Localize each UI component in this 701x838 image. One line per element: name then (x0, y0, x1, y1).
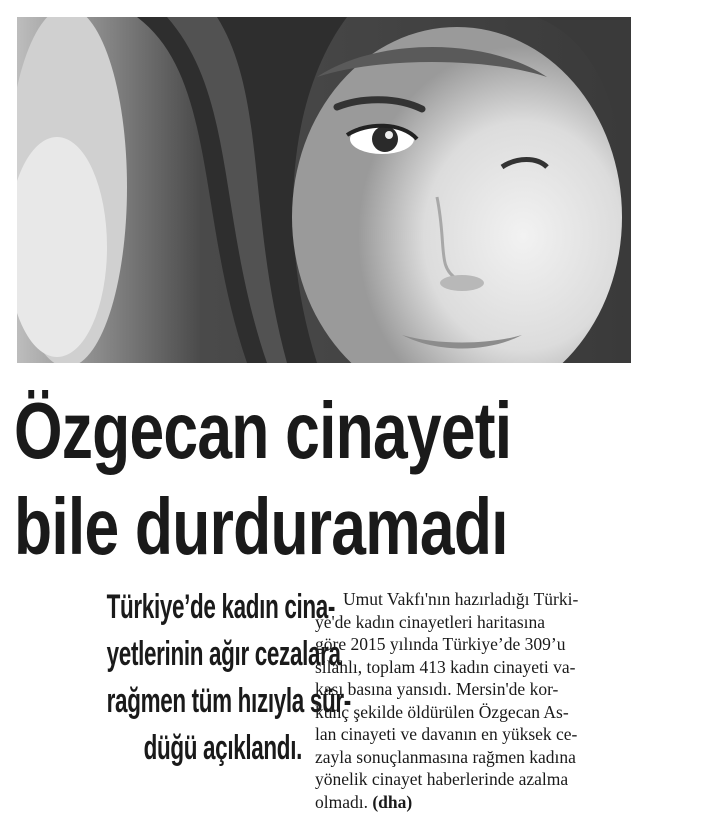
headline-line-2: bile durduramadı (14, 482, 508, 571)
body-line: kunç şekilde öldürülen Özgecan As- (315, 701, 569, 722)
body-line-end: olmadı. (315, 791, 368, 812)
body-last-line (315, 791, 635, 814)
headline-line-1: Özgecan cinayeti (14, 386, 512, 475)
body-line: lan cinayeti ve davanın en yüksek ce- (315, 724, 578, 744)
subheadline-line: düğü açıklandı. (143, 729, 302, 767)
portrait-icon (17, 17, 631, 363)
subheadline-line: yetlerinin ağır cezalara (106, 635, 341, 673)
subheadline-line: Türkiye’de kadın cina- (106, 588, 336, 626)
subheadline-line: rağmen tüm hızıyla sür- (106, 682, 351, 720)
body-line: göre 2015 yılında Türkiye’de 309’u (315, 634, 566, 654)
source-credit: (dha) (372, 791, 413, 812)
body-line: kası basına yansıdı. Mersin'de kor- (315, 679, 559, 699)
portrait-photo (17, 17, 631, 363)
body-line: zayla sonuçlanmasına rağmen kadına (315, 746, 576, 767)
subheadline (6, 584, 351, 772)
article-body (315, 588, 635, 813)
headline (14, 383, 544, 575)
body-line: silahlı, toplam 413 kadın cinayeti va- (315, 656, 576, 677)
body-line: yönelik cinayet haberlerinde azalma (315, 769, 569, 789)
body-line: ye'de kadın cinayetleri haritasına (315, 611, 546, 632)
body-line: Umut Vakfı'nın hazırladığı Türki- (343, 589, 579, 609)
